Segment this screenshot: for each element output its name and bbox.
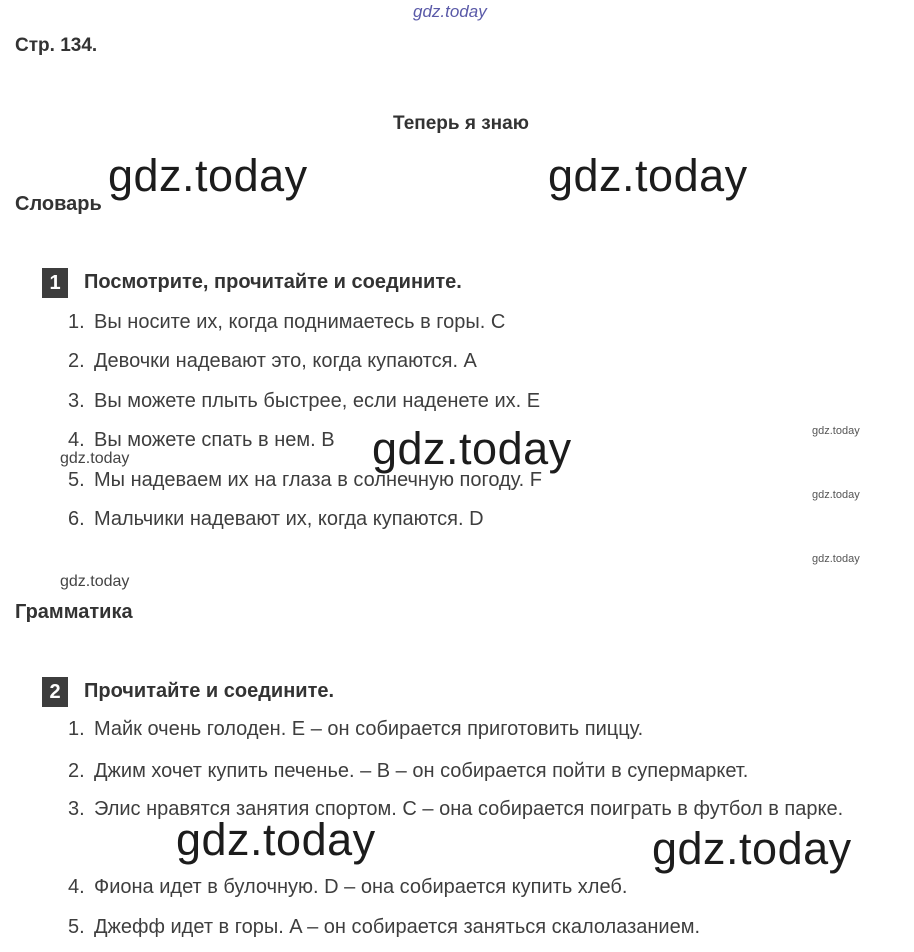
watermark-small: gdz.today <box>812 489 860 501</box>
item-text: Джим хочет купить печенье. – B – он собирается пойти в супермаркет. <box>94 760 749 782</box>
item-number: 4. <box>68 429 85 451</box>
item-number: 5. <box>68 916 85 938</box>
item-text: Майк очень голоден. E – он собирается приготовить пиццу. <box>94 718 644 740</box>
item-number: 2. <box>68 350 85 372</box>
item-text: Мы надеваем их на глаза в солнечную погоду. F <box>94 469 543 491</box>
item-number: 1. <box>68 311 85 333</box>
list-item <box>68 429 335 452</box>
task-title: Посмотрите, прочитайте и соедините. <box>84 271 462 293</box>
item-text: Девочки надевают это, когда купаются. A <box>94 350 477 372</box>
item-number: 4. <box>68 876 85 898</box>
item-number: 2. <box>68 760 85 782</box>
list-item <box>68 311 505 334</box>
list-item <box>68 469 542 492</box>
watermark-large: gdz.today <box>176 814 376 865</box>
item-text: Вы носите их, когда поднимаетесь в горы. C <box>94 311 506 333</box>
list-item <box>68 876 627 899</box>
list-item <box>68 790 906 829</box>
item-number: 5. <box>68 469 85 491</box>
item-text: Джефф идет в горы. A – он собирается заняться скалолазанием. <box>94 916 701 938</box>
list-item <box>68 718 643 741</box>
watermark-top: gdz.today <box>413 2 487 21</box>
watermark-large: gdz.today <box>108 150 308 201</box>
item-text: Вы можете спать в нем. B <box>94 429 335 451</box>
list-item <box>68 390 540 413</box>
task-number-badge: 2 <box>42 677 68 707</box>
item-number: 1. <box>68 718 85 740</box>
list-item <box>68 508 484 531</box>
grammar-heading: Грамматика <box>15 601 133 623</box>
watermark-large: gdz.today <box>652 823 852 874</box>
task-number-badge: 1 <box>42 268 68 298</box>
item-number: 6. <box>68 508 85 530</box>
watermark-medium: gdz.today <box>60 573 130 590</box>
list-item <box>68 760 748 783</box>
watermark-large: gdz.today <box>372 423 572 474</box>
item-number: 3. <box>68 390 85 412</box>
page-reference: Стр. 134. <box>15 35 98 56</box>
watermark-small: gdz.today <box>812 553 860 565</box>
watermark-medium: gdz.today <box>60 450 130 467</box>
item-text: Фиона идет в булочную. D – она собирается купить хлеб. <box>94 876 628 898</box>
item-text: Элис нравятся занятия спортом. C – она собирается поиграть в футбол в парке. <box>94 798 844 820</box>
item-text: Вы можете плыть быстрее, если наденете их. E <box>94 390 541 412</box>
item-number: 3. <box>68 798 85 820</box>
watermark-large: gdz.today <box>548 150 748 201</box>
vocab-heading: Словарь <box>15 193 102 215</box>
watermark-small: gdz.today <box>812 425 860 437</box>
page-title: Теперь я знаю <box>393 113 529 134</box>
list-item <box>68 916 700 939</box>
task-title: Прочитайте и соедините. <box>84 680 335 702</box>
item-text: Мальчики надевают их, когда купаются. D <box>94 508 484 530</box>
list-item <box>68 350 477 373</box>
